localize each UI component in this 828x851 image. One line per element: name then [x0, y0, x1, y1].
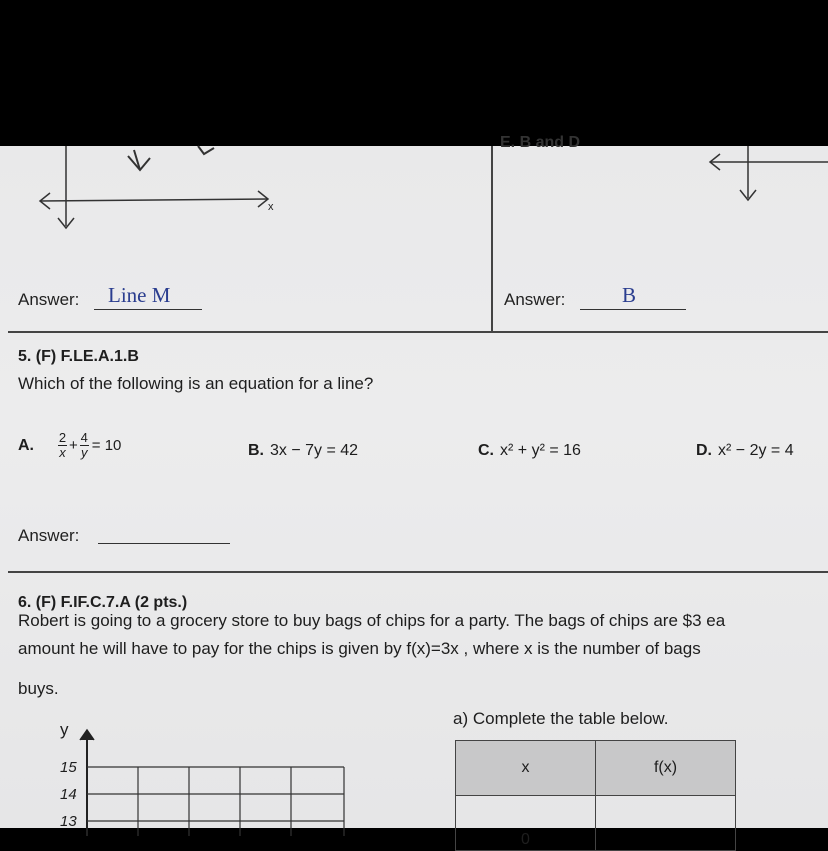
y-tick-label: 13: [60, 813, 77, 830]
q4-answer-label: Answer:: [504, 290, 566, 309]
q3-answer-label: Answer:: [18, 290, 80, 309]
q5-choice-c-text: x² + y² = 16: [500, 442, 581, 459]
q6-graph-grid[interactable]: [60, 726, 360, 836]
q4-answer-value: B: [622, 283, 637, 307]
q6-title: 6. (F) F.IF.C.7.A (2 pts.): [18, 594, 188, 611]
table-cell-x[interactable]: 0: [456, 796, 596, 851]
q5-choice-d-letter: D.: [696, 442, 712, 459]
q5-choice-a-fraction-2: [80, 431, 89, 460]
q6-function-table: [455, 740, 736, 851]
q5-answer-label: Answer:: [18, 526, 80, 545]
graph-y-axis-label: y: [60, 720, 69, 739]
plus-sign: +: [69, 437, 78, 454]
q5-choice-b-text: 3x − 7y = 42: [270, 442, 359, 459]
table-header-x: x: [456, 741, 596, 796]
q5-choice-b[interactable]: [248, 442, 358, 460]
q6-text-line-3: buys.: [18, 679, 59, 698]
q5-choice-c-letter: C.: [478, 442, 494, 459]
q5-choice-a-rhs: = 10: [91, 437, 122, 454]
q5-choice-c[interactable]: [478, 442, 581, 460]
q6-text-line-2: amount he will have to pay for the chips is given by f(x)=3x , where x is the number of bags: [18, 639, 701, 658]
table-cell-fx[interactable]: [596, 796, 736, 851]
q4-option-e-partial: E. B and D: [500, 134, 581, 151]
q5-choice-a[interactable]: [18, 431, 121, 460]
q5-choice-b-letter: B.: [248, 442, 264, 459]
q5-title: 5. (F) F.LE.A.1.B: [18, 348, 139, 365]
worksheet-page: [0, 134, 828, 848]
q5-choice-d-text: x² − 2y = 4: [718, 442, 794, 459]
q4-axes-sketch: [700, 146, 828, 206]
fraction-denominator: y: [81, 445, 88, 460]
q3-x-axis-label: x: [268, 201, 274, 213]
q6-text-line-1: Robert is going to a grocery store to buy bags of chips for a party. The bags of chips are $3 ea: [18, 611, 726, 630]
y-tick-label: 15: [60, 759, 77, 776]
fraction-numerator: 2: [58, 430, 67, 445]
q5-choice-a-letter: A.: [18, 436, 34, 454]
q5-answer-line[interactable]: [98, 518, 230, 544]
table-row: [456, 796, 736, 851]
fraction-denominator: x: [59, 445, 66, 460]
section-divider-1: [8, 331, 828, 333]
q5-choice-d[interactable]: [696, 442, 794, 460]
q5-prompt: Which of the following is an equation for a line?: [18, 374, 374, 393]
section-divider-2: [8, 571, 828, 573]
column-divider: [491, 146, 493, 332]
q3-answer-value: Line M: [108, 283, 171, 307]
table-header-fx: f(x): [596, 741, 736, 796]
q6-table-instruction: a) Complete the table below.: [453, 709, 669, 728]
q5-choice-a-fraction-1: [58, 431, 67, 460]
q3-axes-sketch: [0, 146, 480, 246]
table-header-row: [456, 741, 736, 796]
y-tick-label: 14: [60, 786, 77, 803]
fraction-numerator: 4: [80, 430, 88, 445]
